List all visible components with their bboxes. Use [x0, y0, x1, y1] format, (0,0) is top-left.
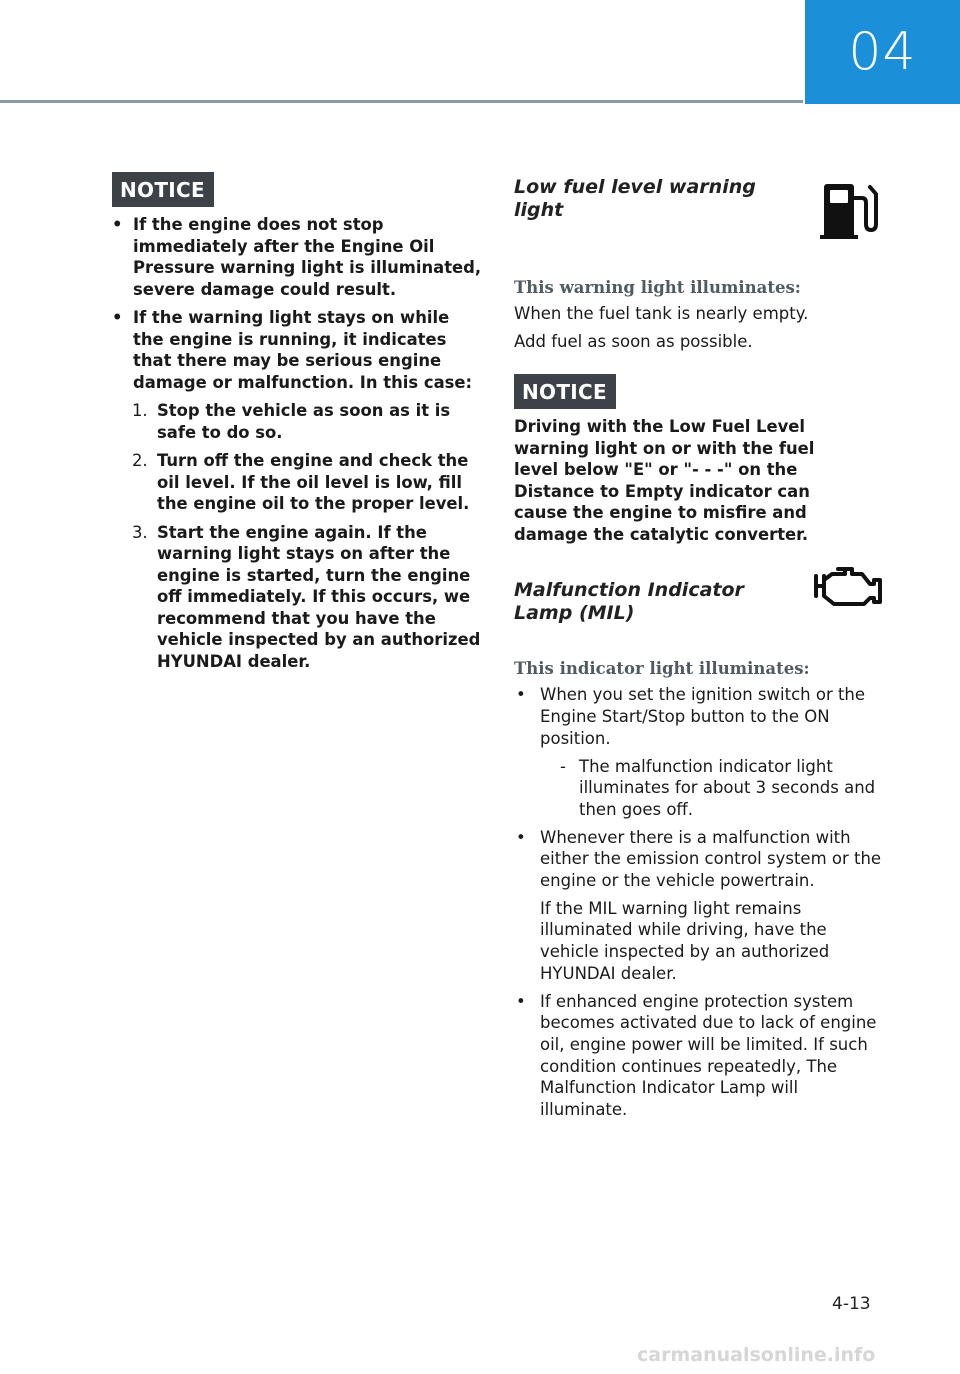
- fuel-notice-text: Driving with the Low Fuel Level warning light on or with the fuel level below "E" or "- - -" on the Distance to Empty indicator can cause the engine to misfire and damage the catalytic converter.: [514, 417, 815, 544]
- step-text: Start the engine again. If the warning light stays on after the engine is started, turn the engine off immediately. If this occurs, we recommend that you have the vehicle inspected by an authorized HYUNDAI dealer.: [157, 522, 481, 671]
- dash-icon: -: [560, 756, 566, 776]
- step-number: 3.: [132, 522, 148, 542]
- chapter-tab: 04: [805, 0, 960, 104]
- fuel-line: Add fuel as soon as possible.: [514, 331, 753, 351]
- engine-check-icon: [812, 564, 884, 612]
- list-item: [112, 307, 482, 393]
- mil-subhead: This indicator light illuminates:: [514, 659, 810, 679]
- notice-label: NOTICE: [514, 374, 616, 409]
- step-item: [132, 400, 482, 443]
- mil-section-title: Malfunction Indicator Lamp (MIL): [514, 579, 744, 625]
- notice-label: NOTICE: [112, 172, 214, 207]
- step-item: [132, 450, 482, 515]
- mil-bullet-text: When you set the ignition switch or the Engine Start/Stop button to the ON position.: [540, 685, 866, 748]
- right-column: [514, 172, 884, 1121]
- notice-bullet-text: If the warning light stays on while the engine is running, it indicates that there may be serious engine damage or malfunction. In this case:: [133, 308, 473, 392]
- bullet-icon: •: [112, 215, 123, 234]
- mil-dash-text: The malfunction indicator light illuminates for about 3 seconds and then goes off.: [579, 756, 876, 819]
- left-column: [112, 172, 482, 672]
- step-number: 1.: [132, 401, 148, 420]
- list-item: [112, 214, 482, 300]
- fuel-line: When the fuel tank is nearly empty.: [514, 304, 809, 323]
- mil-bullet-continuation: If the MIL warning light remains illuminated while driving, have the vehicle inspected by an authorized HYUNDAI dealer.: [540, 898, 830, 983]
- list-subitem: [560, 756, 884, 821]
- fuel-section-title: Low fuel level warning light: [514, 176, 756, 221]
- fuel-pump-icon: [818, 180, 880, 244]
- list-item: [514, 684, 884, 749]
- notice-bullet-text: If the engine does not stop immediately after the Engine Oil Pressure warning light is illuminated, severe damage could result.: [133, 215, 482, 299]
- step-text: Stop the vehicle as soon as it is safe to do so.: [157, 401, 451, 442]
- list-item: [514, 991, 884, 1121]
- step-text: Turn off the engine and check the oil level. If the oil level is low, fill the engine oil to the proper level.: [157, 451, 470, 513]
- step-number: 2.: [132, 451, 148, 470]
- mil-bullet-text: If enhanced engine protection system becomes activated due to lack of engine oil, engine power will be limited. If such condition continues repeatedly, The Malfunction Indicator Lamp will illuminate.: [540, 991, 877, 1120]
- list-item: [514, 827, 884, 892]
- watermark: carmanualsonline.info: [637, 1344, 876, 1366]
- step-item: [132, 522, 482, 673]
- bullet-icon: •: [516, 827, 526, 847]
- bullet-icon: •: [112, 308, 123, 327]
- mil-bullet-text: Whenever there is a malfunction with either the emission control system or the engine or the vehicle powertrain.: [540, 827, 882, 891]
- bullet-icon: •: [516, 991, 526, 1011]
- bullet-icon: •: [516, 685, 526, 705]
- page-number: 4-13: [832, 1294, 871, 1314]
- header-rule: [0, 100, 803, 103]
- fuel-subhead: This warning light illuminates:: [514, 278, 801, 297]
